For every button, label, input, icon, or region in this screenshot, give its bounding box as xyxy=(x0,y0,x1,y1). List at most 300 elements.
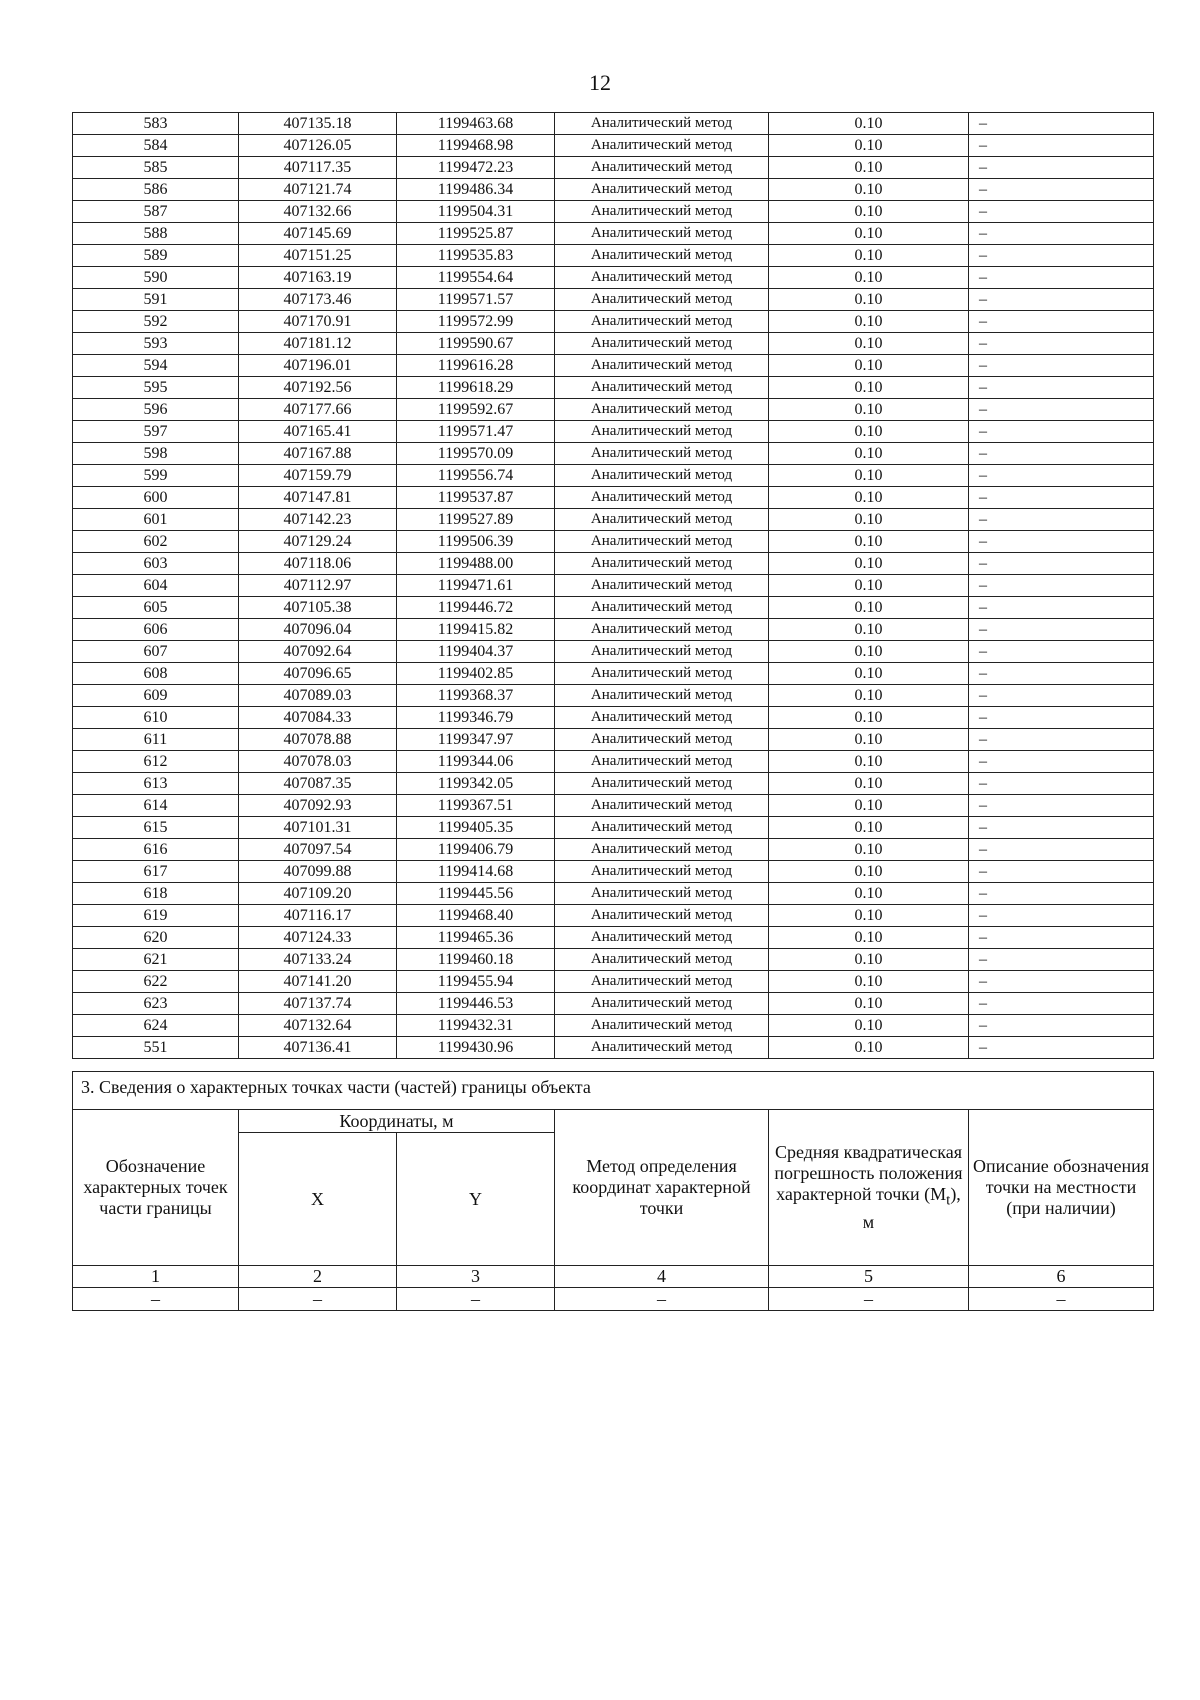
page-number: 12 xyxy=(589,70,611,95)
method-cell: Аналитический метод xyxy=(555,399,769,421)
table-row xyxy=(73,509,1154,531)
x-coordinate-cell: 407132.66 xyxy=(239,201,397,223)
error-cell: 0.10 xyxy=(769,575,969,597)
point-number-cell: 616 xyxy=(73,839,239,861)
table-row xyxy=(73,773,1154,795)
method-cell: Аналитический метод xyxy=(555,333,769,355)
description-cell: – xyxy=(969,905,1154,927)
x-coordinate-cell: 407135.18 xyxy=(239,113,397,135)
coordinates-table xyxy=(72,112,1154,1059)
method-cell: Аналитический метод xyxy=(555,553,769,575)
table-row xyxy=(73,1037,1154,1059)
error-cell: 0.10 xyxy=(769,267,969,289)
description-cell: – xyxy=(969,267,1154,289)
error-cell: 0.10 xyxy=(769,487,969,509)
y-coordinate-cell: 1199446.53 xyxy=(397,993,555,1015)
description-cell: – xyxy=(969,531,1154,553)
table-row xyxy=(73,223,1154,245)
header-coordinates: Координаты, м xyxy=(239,1110,555,1133)
method-cell: Аналитический метод xyxy=(555,531,769,553)
point-number-cell: 604 xyxy=(73,575,239,597)
method-cell: Аналитический метод xyxy=(555,685,769,707)
error-cell: 0.10 xyxy=(769,729,969,751)
error-cell: 0.10 xyxy=(769,465,969,487)
table-row xyxy=(73,531,1154,553)
y-coordinate-cell: 1199618.29 xyxy=(397,377,555,399)
method-cell: Аналитический метод xyxy=(555,663,769,685)
x-coordinate-cell: 407112.97 xyxy=(239,575,397,597)
point-number-cell: 620 xyxy=(73,927,239,949)
x-coordinate-cell: 407092.93 xyxy=(239,795,397,817)
method-cell: Аналитический метод xyxy=(555,487,769,509)
method-cell: Аналитический метод xyxy=(555,993,769,1015)
table-row xyxy=(73,135,1154,157)
description-cell: – xyxy=(969,685,1154,707)
x-coordinate-cell: 407117.35 xyxy=(239,157,397,179)
description-cell: – xyxy=(969,927,1154,949)
table-row xyxy=(73,927,1154,949)
method-cell: Аналитический метод xyxy=(555,729,769,751)
x-coordinate-cell: 407136.41 xyxy=(239,1037,397,1059)
table-row xyxy=(73,751,1154,773)
table-row xyxy=(73,443,1154,465)
table-row xyxy=(73,311,1154,333)
point-number-cell: 608 xyxy=(73,663,239,685)
description-cell: – xyxy=(969,597,1154,619)
method-cell: Аналитический метод xyxy=(555,773,769,795)
method-cell: Аналитический метод xyxy=(555,795,769,817)
y-coordinate-cell: 1199402.85 xyxy=(397,663,555,685)
table-row xyxy=(73,113,1154,135)
x-coordinate-cell: 407089.03 xyxy=(239,685,397,707)
y-coordinate-cell: 1199367.51 xyxy=(397,795,555,817)
method-cell: Аналитический метод xyxy=(555,509,769,531)
description-cell: – xyxy=(969,663,1154,685)
point-number-cell: 590 xyxy=(73,267,239,289)
table-row xyxy=(73,795,1154,817)
description-cell: – xyxy=(969,113,1154,135)
method-cell: Аналитический метод xyxy=(555,927,769,949)
x-coordinate-cell: 407129.24 xyxy=(239,531,397,553)
point-number-cell: 601 xyxy=(73,509,239,531)
x-coordinate-cell: 407173.46 xyxy=(239,289,397,311)
description-cell: – xyxy=(969,509,1154,531)
table-row xyxy=(73,333,1154,355)
y-coordinate-cell: 1199471.61 xyxy=(397,575,555,597)
point-number-cell: 602 xyxy=(73,531,239,553)
x-coordinate-cell: 407087.35 xyxy=(239,773,397,795)
description-cell: – xyxy=(969,465,1154,487)
error-cell: 0.10 xyxy=(769,619,969,641)
method-cell: Аналитический метод xyxy=(555,817,769,839)
y-coordinate-cell: 1199537.87 xyxy=(397,487,555,509)
error-cell: 0.10 xyxy=(769,861,969,883)
x-coordinate-cell: 407151.25 xyxy=(239,245,397,267)
y-coordinate-cell: 1199571.47 xyxy=(397,421,555,443)
description-cell: – xyxy=(969,553,1154,575)
description-cell: – xyxy=(969,443,1154,465)
error-cell: 0.10 xyxy=(769,927,969,949)
method-cell: Аналитический метод xyxy=(555,971,769,993)
y-coordinate-cell: 1199430.96 xyxy=(397,1037,555,1059)
description-cell: – xyxy=(969,399,1154,421)
method-cell: Аналитический метод xyxy=(555,619,769,641)
table-row xyxy=(73,707,1154,729)
y-coordinate-cell: 1199486.34 xyxy=(397,179,555,201)
y-coordinate-cell: 1199535.83 xyxy=(397,245,555,267)
point-number-cell: 587 xyxy=(73,201,239,223)
table-row xyxy=(73,575,1154,597)
method-cell: Аналитический метод xyxy=(555,1037,769,1059)
x-coordinate-cell: 407109.20 xyxy=(239,883,397,905)
column-number: 1 xyxy=(73,1266,239,1288)
error-cell: 0.10 xyxy=(769,201,969,223)
x-coordinate-cell: 407099.88 xyxy=(239,861,397,883)
x-coordinate-cell: 407132.64 xyxy=(239,1015,397,1037)
description-cell: – xyxy=(969,707,1154,729)
y-coordinate-cell: 1199414.68 xyxy=(397,861,555,883)
table-row xyxy=(73,641,1154,663)
description-cell: – xyxy=(969,289,1154,311)
x-coordinate-cell: 407118.06 xyxy=(239,553,397,575)
column-number: 6 xyxy=(969,1266,1154,1288)
table-row xyxy=(73,905,1154,927)
y-coordinate-cell: 1199342.05 xyxy=(397,773,555,795)
description-cell: – xyxy=(969,729,1154,751)
table-row xyxy=(73,883,1154,905)
table-row xyxy=(73,685,1154,707)
table-row xyxy=(73,619,1154,641)
y-coordinate-cell: 1199445.56 xyxy=(397,883,555,905)
error-cell: 0.10 xyxy=(769,883,969,905)
column-number: 5 xyxy=(769,1266,969,1288)
table-row xyxy=(73,179,1154,201)
empty-cell: – xyxy=(239,1288,397,1311)
error-cell: 0.10 xyxy=(769,289,969,311)
x-coordinate-cell: 407163.19 xyxy=(239,267,397,289)
y-coordinate-cell: 1199506.39 xyxy=(397,531,555,553)
x-coordinate-cell: 407116.17 xyxy=(239,905,397,927)
point-number-cell: 598 xyxy=(73,443,239,465)
x-coordinate-cell: 407105.38 xyxy=(239,597,397,619)
description-cell: – xyxy=(969,575,1154,597)
y-coordinate-cell: 1199465.36 xyxy=(397,927,555,949)
description-cell: – xyxy=(969,839,1154,861)
empty-cell: – xyxy=(769,1288,969,1311)
header-error-main: Средняя квадратическая погрешность положения характерной точки (M xyxy=(774,1142,963,1205)
error-cell: 0.10 xyxy=(769,245,969,267)
description-cell: – xyxy=(969,1015,1154,1037)
point-number-cell: 619 xyxy=(73,905,239,927)
table-row xyxy=(73,465,1154,487)
x-coordinate-cell: 407181.12 xyxy=(239,333,397,355)
error-cell: 0.10 xyxy=(769,377,969,399)
method-cell: Аналитический метод xyxy=(555,443,769,465)
table-row xyxy=(73,839,1154,861)
description-cell: – xyxy=(969,751,1154,773)
table-row xyxy=(73,201,1154,223)
table-row xyxy=(73,289,1154,311)
y-coordinate-cell: 1199504.31 xyxy=(397,201,555,223)
method-cell: Аналитический метод xyxy=(555,245,769,267)
point-number-cell: 586 xyxy=(73,179,239,201)
table-row xyxy=(73,993,1154,1015)
y-coordinate-cell: 1199472.23 xyxy=(397,157,555,179)
header-method: Метод определения координат характерной точки xyxy=(555,1110,769,1266)
point-number-cell: 592 xyxy=(73,311,239,333)
point-number-cell: 623 xyxy=(73,993,239,1015)
description-cell: – xyxy=(969,245,1154,267)
error-cell: 0.10 xyxy=(769,311,969,333)
y-coordinate-cell: 1199590.67 xyxy=(397,333,555,355)
empty-cell: – xyxy=(969,1288,1154,1311)
y-coordinate-cell: 1199570.09 xyxy=(397,443,555,465)
method-cell: Аналитический метод xyxy=(555,861,769,883)
method-cell: Аналитический метод xyxy=(555,289,769,311)
y-coordinate-cell: 1199556.74 xyxy=(397,465,555,487)
error-cell: 0.10 xyxy=(769,333,969,355)
method-cell: Аналитический метод xyxy=(555,597,769,619)
table-row xyxy=(73,421,1154,443)
x-coordinate-cell: 407170.91 xyxy=(239,311,397,333)
point-number-cell: 614 xyxy=(73,795,239,817)
error-cell: 0.10 xyxy=(769,971,969,993)
description-cell: – xyxy=(969,333,1154,355)
table-row xyxy=(73,157,1154,179)
error-cell: 0.10 xyxy=(769,993,969,1015)
error-cell: 0.10 xyxy=(769,839,969,861)
table-row xyxy=(73,245,1154,267)
error-cell: 0.10 xyxy=(769,949,969,971)
x-coordinate-cell: 407126.05 xyxy=(239,135,397,157)
method-cell: Аналитический метод xyxy=(555,179,769,201)
description-cell: – xyxy=(969,201,1154,223)
error-cell: 0.10 xyxy=(769,157,969,179)
empty-cell: – xyxy=(555,1288,769,1311)
description-cell: – xyxy=(969,949,1154,971)
description-cell: – xyxy=(969,377,1154,399)
description-cell: – xyxy=(969,157,1154,179)
error-cell: 0.10 xyxy=(769,443,969,465)
x-coordinate-cell: 407167.88 xyxy=(239,443,397,465)
x-coordinate-cell: 407096.04 xyxy=(239,619,397,641)
y-coordinate-cell: 1199404.37 xyxy=(397,641,555,663)
y-coordinate-cell: 1199446.72 xyxy=(397,597,555,619)
point-number-cell: 615 xyxy=(73,817,239,839)
table-row xyxy=(73,377,1154,399)
y-coordinate-cell: 1199346.79 xyxy=(397,707,555,729)
table-row xyxy=(73,729,1154,751)
point-number-cell: 551 xyxy=(73,1037,239,1059)
method-cell: Аналитический метод xyxy=(555,949,769,971)
point-number-cell: 612 xyxy=(73,751,239,773)
description-cell: – xyxy=(969,179,1154,201)
error-cell: 0.10 xyxy=(769,663,969,685)
column-number: 3 xyxy=(397,1266,555,1288)
x-coordinate-cell: 407133.24 xyxy=(239,949,397,971)
method-cell: Аналитический метод xyxy=(555,883,769,905)
header-error-end: ), м xyxy=(862,1184,961,1232)
method-cell: Аналитический метод xyxy=(555,267,769,289)
x-coordinate-cell: 407137.74 xyxy=(239,993,397,1015)
description-cell: – xyxy=(969,971,1154,993)
point-number-cell: 613 xyxy=(73,773,239,795)
header-designation: Обозначение характерных точек части границы xyxy=(73,1110,239,1266)
method-cell: Аналитический метод xyxy=(555,113,769,135)
method-cell: Аналитический метод xyxy=(555,355,769,377)
section3-title: 3. Сведения о характерных точках части (частей) границы объекта xyxy=(73,1072,1154,1110)
error-cell: 0.10 xyxy=(769,751,969,773)
table-row xyxy=(73,267,1154,289)
header-description: Описание обозначения точки на местности (при наличии) xyxy=(969,1110,1154,1266)
error-cell: 0.10 xyxy=(769,773,969,795)
point-number-cell: 584 xyxy=(73,135,239,157)
method-cell: Аналитический метод xyxy=(555,201,769,223)
x-coordinate-cell: 407147.81 xyxy=(239,487,397,509)
y-coordinate-cell: 1199368.37 xyxy=(397,685,555,707)
error-cell: 0.10 xyxy=(769,641,969,663)
x-coordinate-cell: 407165.41 xyxy=(239,421,397,443)
error-cell: 0.10 xyxy=(769,223,969,245)
y-coordinate-cell: 1199468.40 xyxy=(397,905,555,927)
point-number-cell: 599 xyxy=(73,465,239,487)
error-cell: 0.10 xyxy=(769,421,969,443)
description-cell: – xyxy=(969,1037,1154,1059)
point-number-cell: 610 xyxy=(73,707,239,729)
description-cell: – xyxy=(969,641,1154,663)
error-cell: 0.10 xyxy=(769,597,969,619)
y-coordinate-cell: 1199592.67 xyxy=(397,399,555,421)
table-row xyxy=(73,971,1154,993)
point-number-cell: 597 xyxy=(73,421,239,443)
point-number-cell: 603 xyxy=(73,553,239,575)
method-cell: Аналитический метод xyxy=(555,223,769,245)
table-row xyxy=(73,1015,1154,1037)
y-coordinate-cell: 1199525.87 xyxy=(397,223,555,245)
point-number-cell: 585 xyxy=(73,157,239,179)
error-cell: 0.10 xyxy=(769,817,969,839)
point-number-cell: 596 xyxy=(73,399,239,421)
point-number-cell: 609 xyxy=(73,685,239,707)
point-number-cell: 583 xyxy=(73,113,239,135)
error-cell: 0.10 xyxy=(769,113,969,135)
description-cell: – xyxy=(969,421,1154,443)
description-cell: – xyxy=(969,817,1154,839)
table-row xyxy=(73,663,1154,685)
error-cell: 0.10 xyxy=(769,685,969,707)
point-number-cell: 600 xyxy=(73,487,239,509)
x-coordinate-cell: 407141.20 xyxy=(239,971,397,993)
point-number-cell: 621 xyxy=(73,949,239,971)
y-coordinate-cell: 1199347.97 xyxy=(397,729,555,751)
method-cell: Аналитический метод xyxy=(555,839,769,861)
point-number-cell: 589 xyxy=(73,245,239,267)
point-number-cell: 595 xyxy=(73,377,239,399)
x-coordinate-cell: 407196.01 xyxy=(239,355,397,377)
point-number-cell: 606 xyxy=(73,619,239,641)
header-error-sub: t xyxy=(946,1192,951,1209)
description-cell: – xyxy=(969,883,1154,905)
method-cell: Аналитический метод xyxy=(555,905,769,927)
table-row xyxy=(73,597,1154,619)
x-coordinate-cell: 407092.64 xyxy=(239,641,397,663)
section3-table xyxy=(72,1071,1154,1311)
point-number-cell: 593 xyxy=(73,333,239,355)
method-cell: Аналитический метод xyxy=(555,377,769,399)
error-cell: 0.10 xyxy=(769,135,969,157)
point-number-cell: 611 xyxy=(73,729,239,751)
error-cell: 0.10 xyxy=(769,795,969,817)
description-cell: – xyxy=(969,993,1154,1015)
y-coordinate-cell: 1199406.79 xyxy=(397,839,555,861)
point-number-cell: 605 xyxy=(73,597,239,619)
x-coordinate-cell: 407078.88 xyxy=(239,729,397,751)
y-coordinate-cell: 1199460.18 xyxy=(397,949,555,971)
x-coordinate-cell: 407101.31 xyxy=(239,817,397,839)
column-number: 4 xyxy=(555,1266,769,1288)
error-cell: 0.10 xyxy=(769,553,969,575)
description-cell: – xyxy=(969,311,1154,333)
table-row xyxy=(73,949,1154,971)
method-cell: Аналитический метод xyxy=(555,157,769,179)
x-coordinate-cell: 407078.03 xyxy=(239,751,397,773)
header-error xyxy=(769,1110,969,1266)
y-coordinate-cell: 1199468.98 xyxy=(397,135,555,157)
point-number-cell: 594 xyxy=(73,355,239,377)
description-cell: – xyxy=(969,355,1154,377)
method-cell: Аналитический метод xyxy=(555,575,769,597)
error-cell: 0.10 xyxy=(769,531,969,553)
y-coordinate-cell: 1199415.82 xyxy=(397,619,555,641)
y-coordinate-cell: 1199344.06 xyxy=(397,751,555,773)
table-row xyxy=(73,487,1154,509)
y-coordinate-cell: 1199616.28 xyxy=(397,355,555,377)
x-coordinate-cell: 407142.23 xyxy=(239,509,397,531)
empty-cell: – xyxy=(397,1288,555,1311)
error-cell: 0.10 xyxy=(769,355,969,377)
error-cell: 0.10 xyxy=(769,707,969,729)
method-cell: Аналитический метод xyxy=(555,707,769,729)
y-coordinate-cell: 1199571.57 xyxy=(397,289,555,311)
point-number-cell: 588 xyxy=(73,223,239,245)
x-coordinate-cell: 407177.66 xyxy=(239,399,397,421)
error-cell: 0.10 xyxy=(769,1015,969,1037)
y-coordinate-cell: 1199527.89 xyxy=(397,509,555,531)
y-coordinate-cell: 1199405.35 xyxy=(397,817,555,839)
error-cell: 0.10 xyxy=(769,509,969,531)
description-cell: – xyxy=(969,223,1154,245)
x-coordinate-cell: 407121.74 xyxy=(239,179,397,201)
x-coordinate-cell: 407084.33 xyxy=(239,707,397,729)
method-cell: Аналитический метод xyxy=(555,135,769,157)
y-coordinate-cell: 1199572.99 xyxy=(397,311,555,333)
description-cell: – xyxy=(969,487,1154,509)
error-cell: 0.10 xyxy=(769,1037,969,1059)
description-cell: – xyxy=(969,619,1154,641)
y-coordinate-cell: 1199488.00 xyxy=(397,553,555,575)
point-number-cell: 607 xyxy=(73,641,239,663)
point-number-cell: 622 xyxy=(73,971,239,993)
description-cell: – xyxy=(969,795,1154,817)
x-coordinate-cell: 407192.56 xyxy=(239,377,397,399)
header-y: Y xyxy=(397,1133,555,1266)
x-coordinate-cell: 407159.79 xyxy=(239,465,397,487)
description-cell: – xyxy=(969,773,1154,795)
method-cell: Аналитический метод xyxy=(555,751,769,773)
header-x: X xyxy=(239,1133,397,1266)
point-number-cell: 618 xyxy=(73,883,239,905)
table-row xyxy=(73,861,1154,883)
